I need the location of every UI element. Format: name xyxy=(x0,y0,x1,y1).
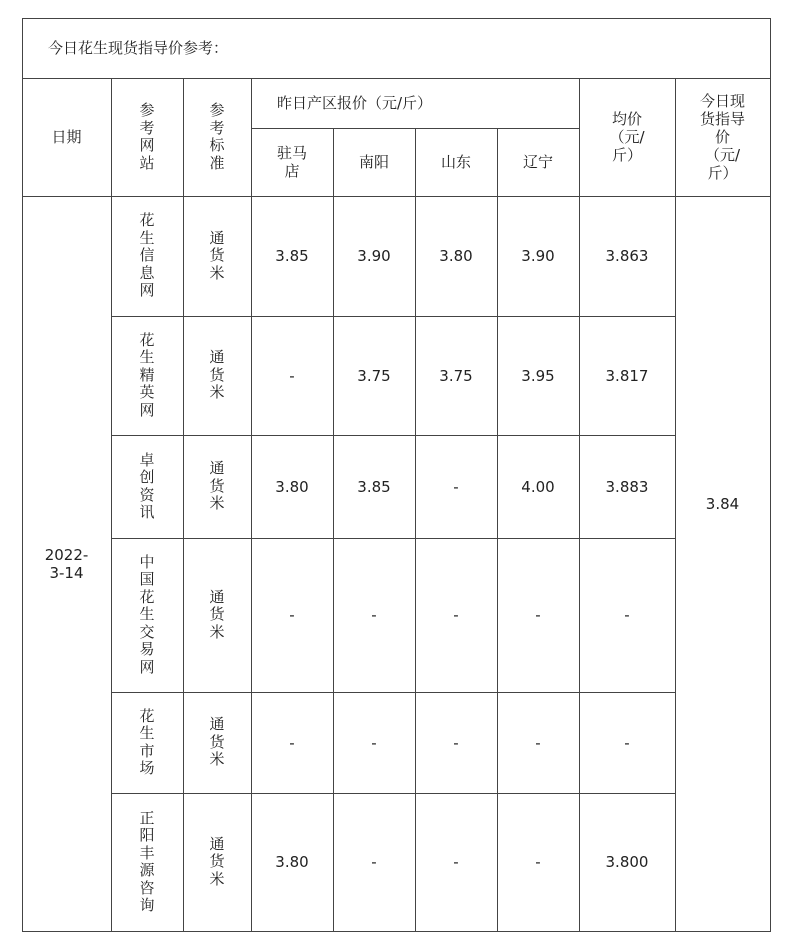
header-price-group-text: 昨日产区报价（元/斤） xyxy=(277,94,433,112)
header-site xyxy=(111,78,183,196)
row-standard-text: 通货米 xyxy=(209,228,225,282)
header-region-text: 辽宁 xyxy=(522,153,553,171)
row-site xyxy=(111,538,183,692)
row-site xyxy=(111,316,183,435)
row-price xyxy=(333,196,415,316)
row-standard-text: 通货米 xyxy=(209,348,225,402)
header-region xyxy=(497,128,579,196)
row-avg xyxy=(579,538,675,692)
row-price xyxy=(415,692,497,793)
row-price xyxy=(497,793,579,931)
row-price-text: - xyxy=(371,853,377,871)
row-site xyxy=(111,793,183,931)
row-site xyxy=(111,435,183,538)
header-standard xyxy=(183,78,251,196)
row-price xyxy=(415,538,497,692)
row-avg-text: 3.800 xyxy=(605,853,649,871)
row-price xyxy=(251,316,333,435)
row-price xyxy=(333,435,415,538)
row-avg xyxy=(579,196,675,316)
header-region xyxy=(251,128,333,196)
row-price xyxy=(415,316,497,435)
row-price-text: 3.85 xyxy=(357,477,391,496)
row-price-text: 3.80 xyxy=(439,247,473,265)
row-price xyxy=(333,538,415,692)
row-site-text: 花生信息网 xyxy=(139,211,155,300)
row-avg-text: 3.883 xyxy=(605,477,649,496)
row-price xyxy=(333,692,415,793)
row-avg xyxy=(579,316,675,435)
row-price-text: - xyxy=(289,366,295,385)
guide-value-text: 3.84 xyxy=(705,494,740,513)
row-avg xyxy=(579,692,675,793)
row-price-text: - xyxy=(371,733,377,752)
guide-value xyxy=(675,196,770,811)
row-standard-text: 通货米 xyxy=(209,587,225,641)
row-standard xyxy=(183,435,251,538)
row-price-text: - xyxy=(453,733,459,752)
row-price xyxy=(333,316,415,435)
row-price-text: - xyxy=(535,606,541,624)
row-price xyxy=(251,793,333,931)
header-region-text: 山东 xyxy=(440,153,471,171)
row-standard xyxy=(183,793,251,931)
row-price-text: - xyxy=(453,477,459,496)
row-site-text: 卓创资讯 xyxy=(139,450,155,521)
grid-line-horizontal xyxy=(22,931,771,932)
header-region xyxy=(415,128,497,196)
row-price xyxy=(497,692,579,793)
row-price xyxy=(251,196,333,316)
row-standard-text: 通货米 xyxy=(209,834,225,888)
row-price-text: 3.75 xyxy=(357,366,391,385)
table-title-text: 今日花生现货指导价参考： xyxy=(48,39,229,57)
row-avg-text: - xyxy=(624,606,630,624)
row-price xyxy=(415,196,497,316)
date-value-text: 2022-3-14 xyxy=(44,545,89,582)
row-price-text: 3.85 xyxy=(275,247,309,265)
row-avg xyxy=(579,435,675,538)
row-price-text: - xyxy=(289,733,295,752)
row-price-text: 3.75 xyxy=(439,366,473,385)
header-date xyxy=(22,78,111,196)
row-standard xyxy=(183,316,251,435)
row-avg-text: - xyxy=(624,733,630,752)
row-site-text: 花生精英网 xyxy=(139,330,155,419)
row-price-text: - xyxy=(535,733,541,752)
header-guide-text: 今日现货指导价（元/斤） xyxy=(699,92,745,182)
row-price xyxy=(251,435,333,538)
row-price-text: 3.80 xyxy=(275,477,309,496)
header-region-text: 南阳 xyxy=(358,153,389,171)
row-price xyxy=(333,793,415,931)
header-price-group xyxy=(251,78,579,128)
header-standard-text: 参考标准 xyxy=(209,101,225,172)
row-price-text: - xyxy=(453,606,459,624)
header-avg xyxy=(579,78,675,196)
row-avg-text: 3.863 xyxy=(605,247,649,265)
row-price-text: 3.90 xyxy=(521,247,555,265)
row-avg-text: 3.817 xyxy=(605,366,649,385)
row-standard xyxy=(183,538,251,692)
row-price-text: - xyxy=(535,853,541,871)
header-region xyxy=(333,128,415,196)
row-standard-text: 通货米 xyxy=(209,715,225,769)
row-price-text: - xyxy=(289,606,295,624)
row-price xyxy=(497,538,579,692)
row-site-text: 正阳丰源咨询 xyxy=(139,808,155,914)
row-price xyxy=(251,692,333,793)
row-price-text: 3.90 xyxy=(357,247,391,265)
row-price xyxy=(497,435,579,538)
row-avg xyxy=(579,793,675,931)
row-price-text: - xyxy=(371,606,377,624)
row-price-text: - xyxy=(453,853,459,871)
header-site-text: 参考网站 xyxy=(139,101,155,172)
row-standard-text: 通货米 xyxy=(209,459,225,513)
header-region-text: 驻马店 xyxy=(276,144,307,180)
row-site xyxy=(111,196,183,316)
row-price xyxy=(415,793,497,931)
row-site-text: 花生市场 xyxy=(139,706,155,777)
header-avg-text: 均价（元/斤） xyxy=(609,110,645,164)
row-price xyxy=(415,435,497,538)
row-price-text: 3.80 xyxy=(275,853,309,871)
row-standard xyxy=(183,692,251,793)
row-site xyxy=(111,692,183,793)
row-price xyxy=(497,316,579,435)
row-standard xyxy=(183,196,251,316)
header-guide xyxy=(675,78,770,196)
row-price-text: 4.00 xyxy=(521,477,555,496)
header-date-text: 日期 xyxy=(51,128,82,146)
row-site-text: 中国花生交易网 xyxy=(139,552,155,676)
row-price xyxy=(251,538,333,692)
date-value xyxy=(22,196,111,931)
row-price xyxy=(497,196,579,316)
table-title xyxy=(22,18,770,78)
row-price-text: 3.95 xyxy=(521,366,555,385)
grid-line-vertical xyxy=(770,18,771,932)
